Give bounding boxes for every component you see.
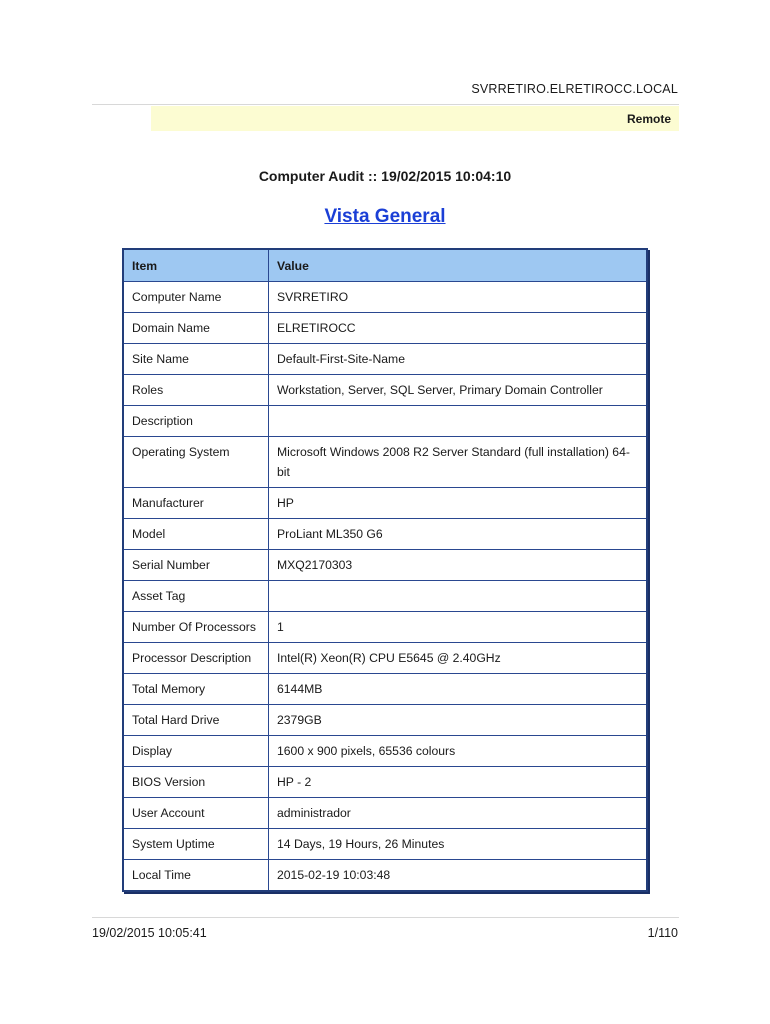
row-value: ProLiant ML350 G6 bbox=[269, 519, 648, 550]
row-value: 1600 x 900 pixels, 65536 colours bbox=[269, 736, 648, 767]
table-row bbox=[123, 375, 647, 406]
remote-label: Remote bbox=[626, 112, 671, 126]
table-row bbox=[123, 767, 647, 798]
row-item: Manufacturer bbox=[123, 488, 269, 519]
row-value: 2015-02-19 10:03:48 bbox=[269, 860, 648, 892]
remote-banner bbox=[151, 106, 679, 131]
row-value: 14 Days, 19 Hours, 26 Minutes bbox=[269, 829, 648, 860]
row-value: Workstation, Server, SQL Server, Primary Domain Controller bbox=[269, 375, 648, 406]
row-item: Serial Number bbox=[123, 550, 269, 581]
row-item: Operating System bbox=[123, 437, 269, 488]
table-row bbox=[123, 550, 647, 581]
table-row bbox=[123, 437, 647, 488]
row-value: administrador bbox=[269, 798, 648, 829]
table-row bbox=[123, 406, 647, 437]
table-row bbox=[123, 488, 647, 519]
header-divider bbox=[92, 104, 679, 105]
host-name: SVRRETIRO.ELRETIROCC.LOCAL bbox=[471, 82, 678, 96]
table-row bbox=[123, 736, 647, 767]
table-row bbox=[123, 860, 647, 892]
row-value: SVRRETIRO bbox=[269, 282, 648, 313]
section-title-link[interactable]: Vista General bbox=[324, 206, 446, 227]
row-item: Total Hard Drive bbox=[123, 705, 269, 736]
row-item: Computer Name bbox=[123, 282, 269, 313]
row-item: Number Of Processors bbox=[123, 612, 269, 643]
row-item: Total Memory bbox=[123, 674, 269, 705]
table-row bbox=[123, 829, 647, 860]
footer-divider bbox=[92, 917, 679, 918]
table-row bbox=[123, 581, 647, 612]
audit-table bbox=[122, 248, 648, 892]
row-item: Site Name bbox=[123, 344, 269, 375]
row-value: Default-First-Site-Name bbox=[269, 344, 648, 375]
row-item: User Account bbox=[123, 798, 269, 829]
row-item: Domain Name bbox=[123, 313, 269, 344]
column-header-item: Item bbox=[123, 249, 269, 282]
audit-title: Computer Audit :: 19/02/2015 10:04:10 bbox=[258, 168, 512, 184]
row-item: Description bbox=[123, 406, 269, 437]
row-value: 6144MB bbox=[269, 674, 648, 705]
row-value: 2379GB bbox=[269, 705, 648, 736]
row-value bbox=[269, 406, 648, 437]
table-header-row bbox=[123, 249, 647, 282]
row-value: HP bbox=[269, 488, 648, 519]
table-row bbox=[123, 674, 647, 705]
row-item: System Uptime bbox=[123, 829, 269, 860]
row-item: Roles bbox=[123, 375, 269, 406]
footer-date: 19/02/2015 10:05:41 bbox=[92, 926, 207, 940]
table-body bbox=[123, 282, 647, 892]
row-value: ELRETIROCC bbox=[269, 313, 648, 344]
table-row bbox=[123, 705, 647, 736]
row-item: Display bbox=[123, 736, 269, 767]
row-item: BIOS Version bbox=[123, 767, 269, 798]
table-row bbox=[123, 643, 647, 674]
row-value bbox=[269, 581, 648, 612]
row-item: Local Time bbox=[123, 860, 269, 892]
row-item: Processor Description bbox=[123, 643, 269, 674]
table-row bbox=[123, 612, 647, 643]
row-value: Intel(R) Xeon(R) CPU E5645 @ 2.40GHz bbox=[269, 643, 648, 674]
table-row bbox=[123, 519, 647, 550]
table-row bbox=[123, 798, 647, 829]
page-number: 1/110 bbox=[647, 926, 678, 940]
row-value: 1 bbox=[269, 612, 648, 643]
row-item: Asset Tag bbox=[123, 581, 269, 612]
table-row bbox=[123, 344, 647, 375]
row-value: HP - 2 bbox=[269, 767, 648, 798]
table-row bbox=[123, 282, 647, 313]
row-value: Microsoft Windows 2008 R2 Server Standard (full installation) 64-bit bbox=[269, 437, 648, 488]
row-value: MXQ2170303 bbox=[269, 550, 648, 581]
column-header-value: Value bbox=[269, 249, 648, 282]
row-item: Model bbox=[123, 519, 269, 550]
table-row bbox=[123, 313, 647, 344]
